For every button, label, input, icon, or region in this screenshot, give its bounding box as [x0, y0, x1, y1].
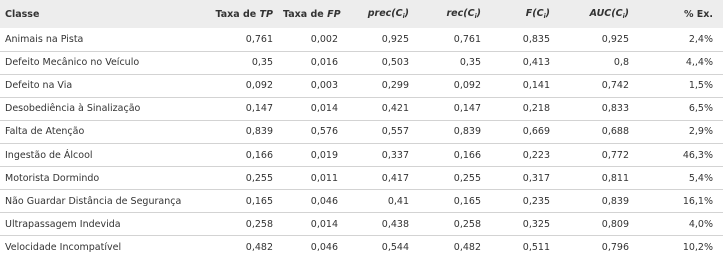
table-row	[0, 236, 723, 259]
cell-prec: 0,417	[381, 172, 409, 184]
table-row	[0, 74, 723, 97]
cell-f: 0,223	[522, 149, 550, 161]
table-row	[0, 167, 723, 190]
cell-auc: 0,796	[601, 242, 629, 254]
cell-prec: 0,503	[381, 57, 409, 69]
cell-prec: 0,337	[381, 149, 409, 161]
header-pct-ex: % Ex.	[683, 8, 713, 20]
cell-f: 0,235	[522, 195, 550, 207]
header-taxa-fp-prefix: Taxa de	[283, 8, 328, 20]
header-f-sub: i	[543, 13, 546, 20]
cell-pct-ex: 5,4%	[688, 172, 713, 184]
cell-f: 0,835	[522, 33, 550, 45]
table-row	[0, 213, 723, 236]
cell-taxa-tp: 0,166	[245, 149, 273, 161]
header-prec-sub: i	[402, 13, 405, 20]
cell-auc: 0,811	[601, 172, 629, 184]
cell-taxa-tp: 0,35	[251, 57, 273, 69]
cell-prec: 0,438	[381, 218, 409, 230]
cell-taxa-fp: 0,003	[310, 80, 338, 92]
cell-rec: 0,255	[453, 172, 481, 184]
cell-taxa-tp: 0,165	[245, 195, 273, 207]
cell-prec: 0,557	[381, 126, 409, 138]
cell-pct-ex: 2,4%	[688, 33, 713, 45]
cell-pct-ex: 4,,4%	[685, 57, 713, 69]
cell-prec: 0,925	[381, 33, 409, 45]
cell-f: 0,218	[522, 103, 550, 115]
cell-rec: 0,092	[453, 80, 481, 92]
header-rec-fn: rec	[446, 8, 464, 19]
cell-auc: 0,833	[601, 103, 629, 115]
cell-auc: 0,8	[613, 57, 629, 69]
cell-pct-ex: 10,2%	[682, 242, 713, 254]
table-row	[0, 120, 723, 143]
header-auc-sub: i	[622, 13, 625, 20]
cell-auc: 0,742	[601, 80, 629, 92]
cell-prec: 0,41	[387, 195, 409, 207]
header-taxa-tp-var: TP	[259, 8, 273, 20]
cell-taxa-tp: 0,839	[245, 126, 273, 138]
cell-rec: 0,482	[453, 242, 481, 254]
cell-rec: 0,761	[453, 33, 481, 45]
cell-prec: 0,544	[381, 242, 409, 254]
table-row	[0, 28, 723, 51]
cell-classe: Ultrapassagem Indevida	[5, 218, 121, 230]
table-row	[0, 97, 723, 120]
cell-classe: Motorista Dormindo	[5, 172, 100, 184]
cell-rec: 0,35	[459, 57, 481, 69]
cell-taxa-fp: 0,016	[310, 57, 338, 69]
cell-f: 0,317	[522, 172, 550, 184]
cell-taxa-fp: 0,014	[310, 103, 338, 115]
cell-taxa-tp: 0,147	[245, 103, 273, 115]
cell-taxa-fp: 0,046	[310, 242, 338, 254]
cell-classe: Desobediência à Sinalização	[5, 103, 141, 115]
cell-taxa-fp: 0,019	[310, 149, 338, 161]
cell-rec: 0,147	[453, 103, 481, 115]
cell-pct-ex: 46,3%	[682, 149, 713, 161]
cell-pct-ex: 1,5%	[688, 80, 713, 92]
header-auc-fn: AUC	[589, 8, 612, 19]
header-prec: $prec(C_i)$	[367, 8, 409, 20]
header-taxa-tp	[208, 0, 283, 28]
cell-auc: 0,809	[601, 218, 629, 230]
table-row	[0, 190, 723, 213]
header-taxa-fp	[283, 0, 348, 28]
cell-prec: 0,299	[381, 80, 409, 92]
cell-auc: 0,772	[601, 149, 629, 161]
cell-auc: 0,839	[601, 195, 629, 207]
header-auc: $AUC(C_i)$	[589, 8, 629, 20]
cell-taxa-fp: 0,046	[310, 195, 338, 207]
cell-taxa-tp: 0,482	[245, 242, 273, 254]
cell-f: 0,413	[522, 57, 550, 69]
header-taxa-fp-var: FP	[327, 8, 341, 20]
cell-pct-ex: 2,9%	[688, 126, 713, 138]
cell-f: 0,511	[522, 242, 550, 254]
cell-classe: Falta de Atenção	[5, 126, 85, 138]
cell-taxa-fp: 0,576	[310, 126, 338, 138]
header-prec-fn: prec	[367, 8, 392, 19]
cell-classe: Ingestão de Álcool	[5, 149, 93, 161]
cell-f: 0,325	[522, 218, 550, 230]
cell-pct-ex: 4,0%	[688, 218, 713, 230]
header-rec: $rec(C_i)$	[446, 8, 481, 20]
header-row	[0, 0, 723, 28]
header-rec-c: C	[467, 8, 475, 19]
cell-f: 0,669	[522, 126, 550, 138]
cell-pct-ex: 6,5%	[688, 103, 713, 115]
cell-rec: 0,839	[453, 126, 481, 138]
cell-rec: 0,166	[453, 149, 481, 161]
cell-classe: Defeito na Via	[5, 80, 73, 92]
cell-taxa-tp: 0,258	[245, 218, 273, 230]
cell-rec: 0,165	[453, 195, 481, 207]
header-taxa-tp-prefix: Taxa de	[215, 8, 260, 20]
cell-classe: Animais na Pista	[5, 33, 84, 45]
header-f-fn: F	[525, 8, 533, 19]
header-prec-c: C	[395, 8, 403, 19]
cell-auc: 0,688	[601, 126, 629, 138]
cell-classe: Velocidade Incompatível	[5, 242, 122, 254]
header-f-c: C	[536, 8, 544, 19]
cell-taxa-tp: 0,761	[245, 33, 273, 45]
cell-pct-ex: 16,1%	[682, 195, 713, 207]
header-f: $F(C_i)$	[525, 8, 550, 20]
cell-auc: 0,925	[601, 33, 629, 45]
cell-rec: 0,258	[453, 218, 481, 230]
cell-taxa-tp: 0,092	[245, 80, 273, 92]
header-auc-c: C	[615, 8, 623, 19]
cell-taxa-fp: 0,002	[310, 33, 338, 45]
cell-classe: Defeito Mecânico no Veículo	[5, 57, 140, 69]
table-row	[0, 51, 723, 74]
table-row	[0, 143, 723, 166]
cell-taxa-tp: 0,255	[245, 172, 273, 184]
cell-f: 0,141	[522, 80, 550, 92]
cell-prec: 0,421	[381, 103, 409, 115]
cell-classe: Não Guardar Distância de Segurança	[5, 195, 182, 207]
header-classe: Classe	[5, 8, 40, 20]
header-rec-sub: i	[474, 13, 477, 20]
cell-taxa-fp: 0,014	[310, 218, 338, 230]
cell-taxa-fp: 0,011	[310, 172, 338, 184]
